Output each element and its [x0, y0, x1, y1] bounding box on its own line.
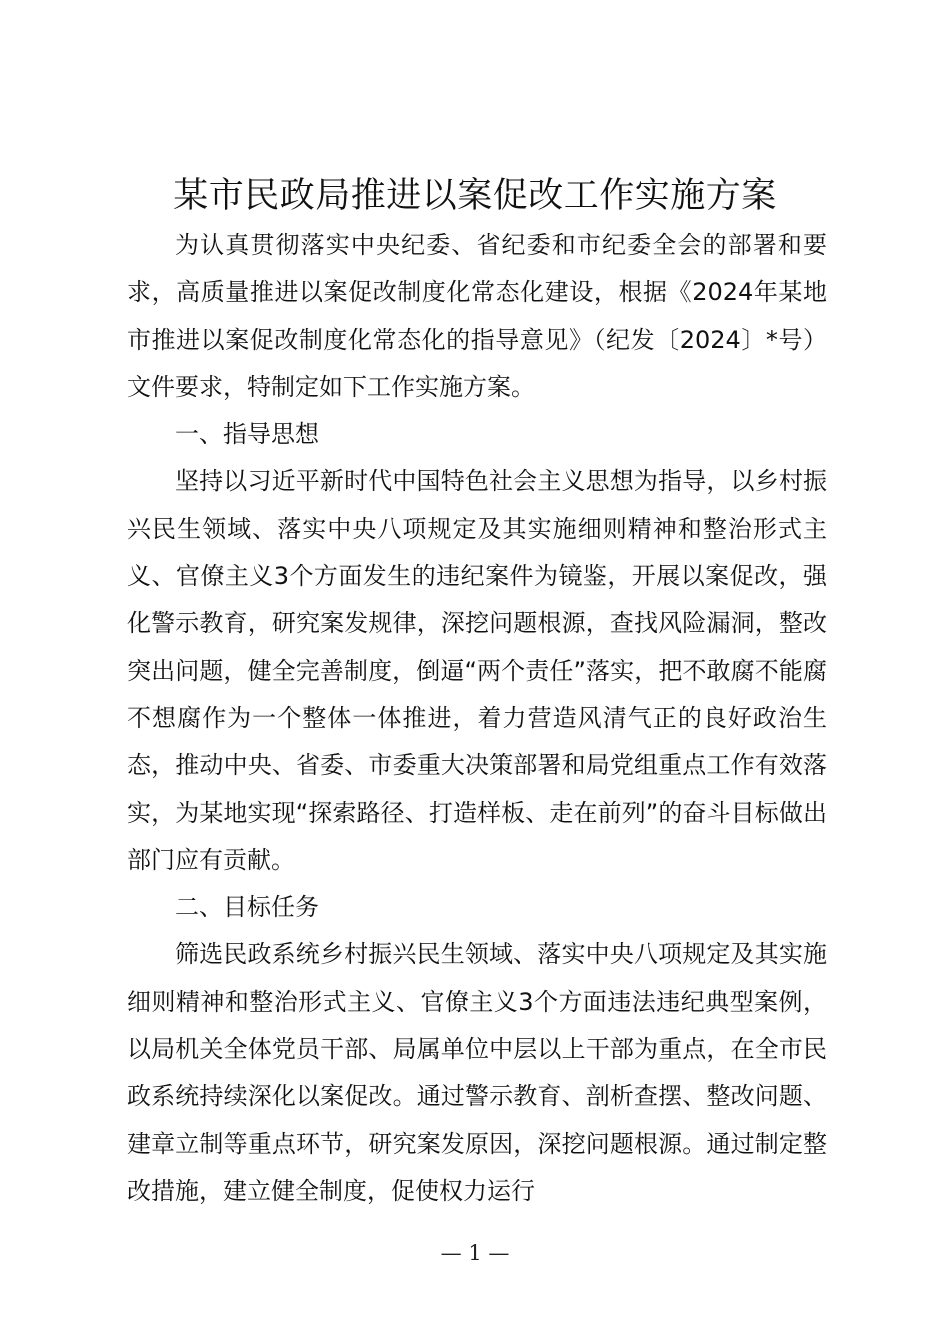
document-title: 某市民政局推进以案促改工作实施方案 — [173, 176, 777, 216]
section-heading-goals-tasks: 二、目标任务 — [175, 893, 319, 922]
guiding-ideology-paragraph: 坚持以习近平新时代中国特色社会主义思想为指导，以乡村振兴民生领域、落实中央八项规定及其实施细则精神和整治形式主义、官僚主义3个方面发生的违纪案件为镜鉴，开展以案促改，强化警示教育，研究案发规律，深挖问题根源，查找风险漏洞，整改突出问题，健全完善制度，倒逼“两个责任”落实，把不敢腐不能腐不想腐作为一个整体一体推进，着力营造风清气正的良好政治生态，推动中央、省委、市委重大决策部署和局党组重点工作有效落实，为某地实现“探索路径、打造样板、走在前列”的奋斗目标做出部门应有贡献。 — [127, 467, 827, 874]
intro-paragraph: 为认真贯彻落实中央纪委、省纪委和市纪委全会的部署和要求，高质量推进以案促改制度化常态化建设，根据《2024年某地市推进以案促改制度化常态化的指导意见》（纪发〔2024〕*号）文件要求，特制定如下工作实施方案。 — [127, 231, 827, 401]
page-number: — 1 — — [440, 1241, 510, 1265]
goals-tasks-paragraph: 筛选民政系统乡村振兴民生领域、落实中央八项规定及其实施细则精神和整治形式主义、官僚主义3个方面违法违纪典型案例，以局机关全体党员干部、局属单位中层以上干部为重点，在全市民政系统持续深化以案促改。通过警示教育、剖析查摆、整改问题、建章立制等重点环节，研究案发原因，深挖问题根源。通过制定整改措施，建立健全制度，促使权力运行 — [127, 940, 827, 1205]
document-body — [127, 222, 827, 1215]
section-heading-guiding-ideology: 一、指导思想 — [175, 420, 319, 449]
